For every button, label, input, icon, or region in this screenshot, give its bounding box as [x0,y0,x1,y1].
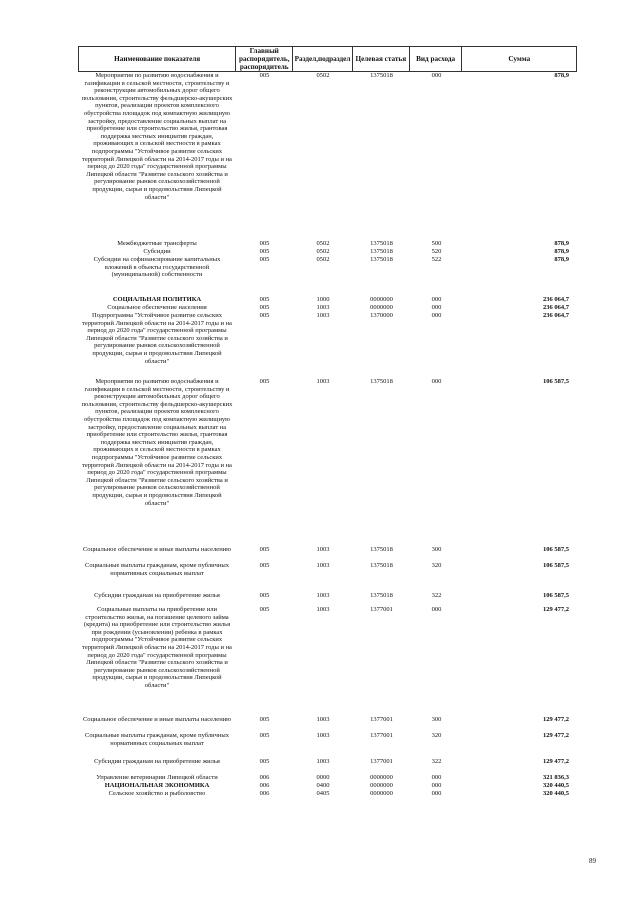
row-section: 1003 [316,546,330,553]
header-administrator: Главный распорядитель, распорядитель [236,47,293,71]
table-row [78,304,577,312]
row-name: СОЦИАЛЬНАЯ ПОЛИТИКА [112,296,202,303]
row-expense-type: 300 [431,716,442,723]
row-section: 1003 [316,312,330,319]
row-target-article: 0000000 [370,304,393,311]
row-target-article: 0000000 [370,782,393,789]
table-row [78,782,577,790]
row-expense-type: 000 [431,378,442,385]
row-sum: 236 064,7 [543,312,569,319]
row-sum: 129 477,2 [543,758,569,765]
table-row [78,562,577,577]
row-target-article: 1375018 [370,240,393,247]
row-expense-type: 322 [431,592,442,599]
row-name: Управление ветеринарии Липецкой области [96,774,218,781]
row-section: 0502 [316,256,330,263]
row-sum: 129 477,2 [543,606,569,613]
row-section: 0400 [316,782,330,789]
row-administrator: 006 [259,774,270,781]
table-row [78,716,577,724]
row-target-article: 1377001 [370,606,393,613]
row-target-article: 1377001 [370,716,393,723]
row-expense-type: 300 [431,546,442,553]
row-name: Социальное обеспечение и иные выплаты населению [82,716,232,723]
row-administrator: 005 [259,378,270,385]
row-section: 1003 [316,562,330,569]
row-administrator: 005 [259,304,270,311]
row-administrator: 005 [259,312,270,319]
table-row [78,774,577,782]
row-target-article: 1375018 [370,592,393,599]
row-expense-type: 000 [431,296,442,303]
row-name: Подпрограмма "Устойчивое развитие сельских территорий Липецкой области на 2014-2017 годы и на период до 2020 года" государственной программы Липецкой области "Развитие сельского хозяйства и регулирование рынков сельскохозяйственной продукции, сырья и продовольствия Липецкой области" [82,312,232,365]
row-section: 1003 [316,304,330,311]
row-name: Мероприятия по развитию водоснабжения и газификации в сельской местности, строительству и реконструкции автомобильных дорог общего пользования, строительству фельдшерско-акушерских пунктов, реализации проектов комплексного обустройства площадок под компактную жилищную застройку, предоставление социальных выплат на приобретение или строительство жилья, грантовая поддержка местных инициатив граждан, проживающих в сельской местности в рамках подпрограммы "Устойчивое развитие сельских территорий Липецкой области на 2014-2017 годы и на период до 2020 года" государственной программы Липецкой области "Развитие сельского хозяйства и регулирование рынков сельскохозяйственной продукции, сырья и продовольствия Липецкой области" [81,72,233,201]
table-row [78,606,577,690]
header-expense-type: Вид расхода [410,47,463,71]
row-expense-type: 500 [431,240,442,247]
row-target-article: 1370000 [370,312,393,319]
table-row [78,790,577,798]
row-target-article: 0000000 [370,296,393,303]
row-administrator: 005 [259,758,270,765]
row-section: 1003 [316,758,330,765]
row-sum: 106 587,5 [543,592,569,599]
row-expense-type: 000 [431,72,442,79]
row-administrator: 005 [259,546,270,553]
table-row [78,296,577,304]
table-row [78,240,577,248]
row-section: 0502 [316,248,330,255]
row-sum: 236 064,7 [543,296,569,303]
row-name: Субсидии гражданам на приобретение жилья [94,758,220,765]
row-target-article: 1375018 [370,248,393,255]
row-name: НАЦИОНАЛЬНАЯ ЭКОНОМИКА [104,782,210,789]
row-name: Социальные выплаты на приобретение или строительство жилья, на погашение целевого займа (кредита) на приобретение или строительство жилья при рождении (усыновлении) ребенка в рамках подпрограммы "Устойчивое развитие сельских территорий Липецкой области на 2014-2017 годы и на период до 2020 года" государственной программы Липецкой области "Развитие сельского хозяйства и регулирование рынков сельскохозяйственной продукции, сырья и продовольствия Липецкой области" [82,606,232,689]
row-section: 1003 [316,378,330,385]
row-expense-type: 000 [431,304,442,311]
row-administrator: 005 [259,716,270,723]
row-administrator: 005 [259,72,270,79]
row-sum: 320 440,5 [543,790,569,797]
row-expense-type: 000 [431,782,442,789]
row-expense-type: 000 [431,774,442,781]
row-target-article: 1375018 [370,378,393,385]
row-target-article: 1375018 [370,72,393,79]
row-name: Социальное обеспечение населения [107,304,207,311]
row-section: 1003 [316,732,330,739]
row-target-article: 1377001 [370,758,393,765]
row-name: Субсидии на софинансирование капитальных вложений в объекты государственной (муниципальной) собственности [93,256,221,279]
row-name: Мероприятия по развитию водоснабжения и газификации в сельской местности, строительству и реконструкции автомобильных дорог общего пользования, строительству фельдшерско-акушерских пунктов, реализации проектов комплексного обустройства площадок под компактную жилищную застройку, предоставление социальных выплат на приобретение или строительство жилья, грантовая поддержка местных инициатив граждан, проживающих в сельской местности в рамках подпрограммы "Устойчивое развитие сельских территорий Липецкой области на 2014-2017 годы и на период до 2020 года" государственной программы Липецкой области "Развитие сельского хозяйства и регулирование рынков сельскохозяйственной продукции, сырья и продовольствия Липецкой области" [81,378,233,507]
table-row [78,256,577,279]
row-administrator: 005 [259,256,270,263]
row-sum: 321 836,3 [543,774,569,781]
row-section: 0000 [316,774,330,781]
row-sum: 129 477,2 [543,716,569,723]
row-target-article: 0000000 [370,790,393,797]
row-name: Социальные выплаты гражданам, кроме публичных нормативных социальных выплат [85,562,229,577]
row-section: 1003 [316,606,330,613]
header-name: Наименование показателя [79,47,236,71]
row-section: 1000 [316,296,330,303]
row-target-article: 0000000 [370,774,393,781]
row-expense-type: 520 [431,248,442,255]
row-name: Субсидии [143,248,171,255]
row-sum: 129 477,2 [543,732,569,739]
row-target-article: 1375018 [370,562,393,569]
row-sum: 106 587,5 [543,546,569,553]
row-expense-type: 320 [431,562,442,569]
table-row [78,546,577,554]
row-sum: 236 064,7 [543,304,569,311]
row-administrator: 005 [259,732,270,739]
row-expense-type: 000 [431,312,442,319]
table-row [78,592,577,600]
row-section: 1003 [316,592,330,599]
row-administrator: 005 [259,248,270,255]
row-name: Субсидии гражданам на приобретение жилья [94,592,220,599]
row-section: 0502 [316,240,330,247]
row-expense-type: 522 [431,256,442,263]
table-row [78,312,577,365]
row-administrator: 005 [259,240,270,247]
row-sum: 878,9 [554,72,569,79]
row-name: Социальные выплаты гражданам, кроме публичных нормативных социальных выплат [85,732,229,747]
row-administrator: 006 [259,782,270,789]
row-name: Межбюджетные трансферты [117,240,197,247]
row-sum: 878,9 [554,240,569,247]
table-row [78,758,577,766]
row-sum: 106 587,5 [543,562,569,569]
table-row [78,248,577,256]
row-administrator: 005 [259,296,270,303]
page-number: 89 [589,857,596,865]
row-administrator: 006 [259,790,270,797]
row-sum: 106 587,5 [543,378,569,385]
row-expense-type: 000 [431,606,442,613]
row-expense-type: 320 [431,732,442,739]
row-expense-type: 000 [431,790,442,797]
table-row [78,72,577,201]
table-row [78,378,577,507]
row-name: Сельское хозяйство и рыболовство [108,790,206,797]
table-row [78,732,577,747]
row-expense-type: 322 [431,758,442,765]
row-sum: 320 440,5 [543,782,569,789]
header-target-article: Целевая статья [353,47,410,71]
row-administrator: 005 [259,592,270,599]
row-section: 1003 [316,716,330,723]
row-section: 0502 [316,72,330,79]
row-administrator: 005 [259,606,270,613]
row-administrator: 005 [259,562,270,569]
row-target-article: 1375018 [370,546,393,553]
table-header [78,46,577,72]
row-target-article: 1375018 [370,256,393,263]
row-sum: 878,9 [554,248,569,255]
row-sum: 878,9 [554,256,569,263]
row-target-article: 1377001 [370,732,393,739]
row-section: 0405 [316,790,330,797]
header-section: Раздел,подраздел [293,47,353,71]
header-sum: Сумма [508,55,531,63]
row-name: Социальное обеспечение и иные выплаты населению [82,546,232,553]
